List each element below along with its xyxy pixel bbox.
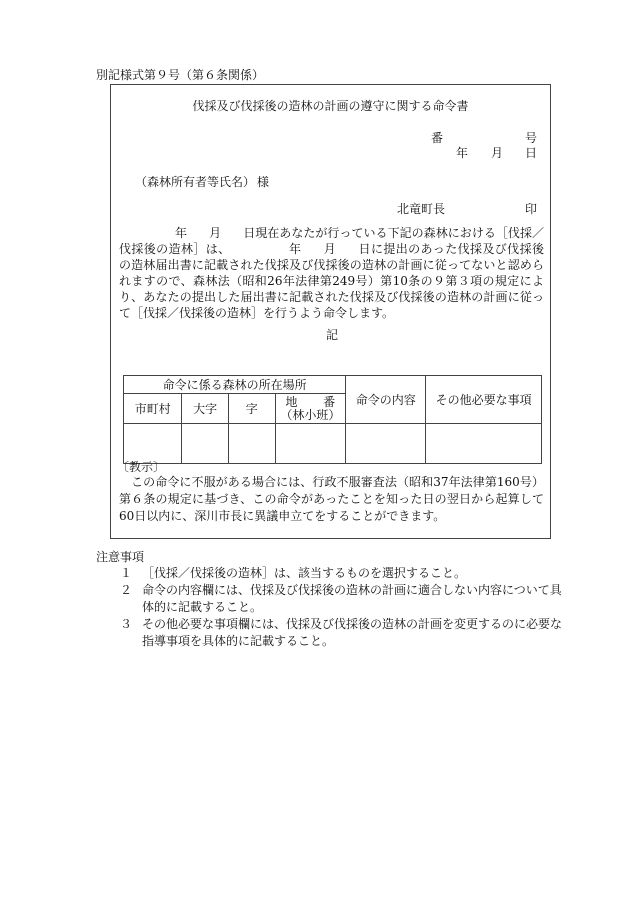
issuer-name: 北竜町長	[397, 202, 446, 216]
col-oaza: 大字	[182, 394, 229, 424]
notes-list	[120, 565, 570, 650]
cell-order-content	[346, 424, 426, 464]
date-month: 月	[491, 146, 504, 160]
location-header: 命令に係る森林の所在場所	[124, 376, 346, 394]
body-text-2: 日に提出のあった伐採及び伐採後の造林届出書に記載された伐採及び伐採後の造林の計画に従ってないと認められますので、森林法（昭和26年法律第249号）第10条の９第３項の規定により、あなたの提出した届出書に記載された伐採及び伐採後の造林の計画に従って［伐採／伐採後の造林］を行うよう命令します。	[119, 242, 544, 320]
issuer-seal: 印	[525, 202, 538, 216]
note-number: １	[120, 566, 133, 580]
body-year-2: 年	[288, 242, 302, 256]
note-number: ３	[120, 617, 133, 631]
appeal-notice-heading: 〔教示〕	[117, 460, 166, 474]
order-body	[119, 225, 544, 321]
cell-oaza	[182, 424, 229, 464]
col-lot-number	[275, 394, 346, 424]
appeal-notice-text	[119, 474, 544, 525]
number-suffix: 号	[525, 131, 538, 145]
note-text: その他必要な事項欄には、伐採及び伐採後の造林の計画を変更するのに必要な指導事項を具体的に記載すること。	[142, 617, 563, 648]
body-month-1: 月	[209, 226, 222, 240]
col-aza: 字	[228, 394, 275, 424]
date-day: 日	[525, 146, 538, 160]
note-text: ［伐採／伐採後の造林］は、該当するものを選択すること。	[142, 566, 467, 580]
body-month-2: 月	[323, 242, 337, 256]
addressee-honorific: 様	[257, 175, 270, 189]
document-title: 伐採及び伐採後の造林の計画の遵守に関する命令書	[192, 99, 469, 113]
cell-other-matters	[426, 424, 542, 464]
notes-heading: 注意事項	[96, 550, 145, 564]
body-year-1: 年	[175, 226, 188, 240]
forest-location-table	[123, 375, 542, 464]
appeal-notice-body: この命令に不服がある場合には、行政不服審査法（昭和37年法律第160号）第６条の規定に基づき、この命令があったことを知った日の翌日から起算して60日以内に、深川市長に異議申立てをすることができます。	[119, 475, 544, 523]
col-lot-number-1: 地	[285, 394, 298, 409]
cell-lot-number	[275, 424, 346, 464]
body-text-1: 日現在あなたが行っている下記の森林における［伐採／伐採後の造林］は、	[119, 226, 544, 256]
note-item	[120, 616, 570, 650]
col-municipality: 市町村	[124, 394, 182, 424]
col-lot-number-2: 番	[323, 394, 336, 409]
date-year: 年	[456, 146, 469, 160]
ki-label: 記	[326, 328, 339, 342]
number-label: 番	[431, 131, 444, 145]
note-item	[120, 565, 570, 582]
cell-aza	[228, 424, 275, 464]
col-lot-number-sub: （林小班）	[280, 407, 341, 422]
note-number: ２	[120, 583, 133, 597]
col-order-content: 命令の内容	[346, 376, 426, 424]
note-text: 命令の内容欄には、伐採及び伐採後の造林の計画に適合しない内容について具体的に記載すること。	[142, 583, 562, 614]
form-identifier: 別記様式第９号（第６条関係）	[96, 68, 265, 82]
addressee-label: （森林所有者等氏名）	[135, 175, 256, 189]
order-document-frame	[110, 84, 551, 539]
note-item	[120, 582, 570, 616]
col-other-matters: その他必要な事項	[426, 376, 542, 424]
